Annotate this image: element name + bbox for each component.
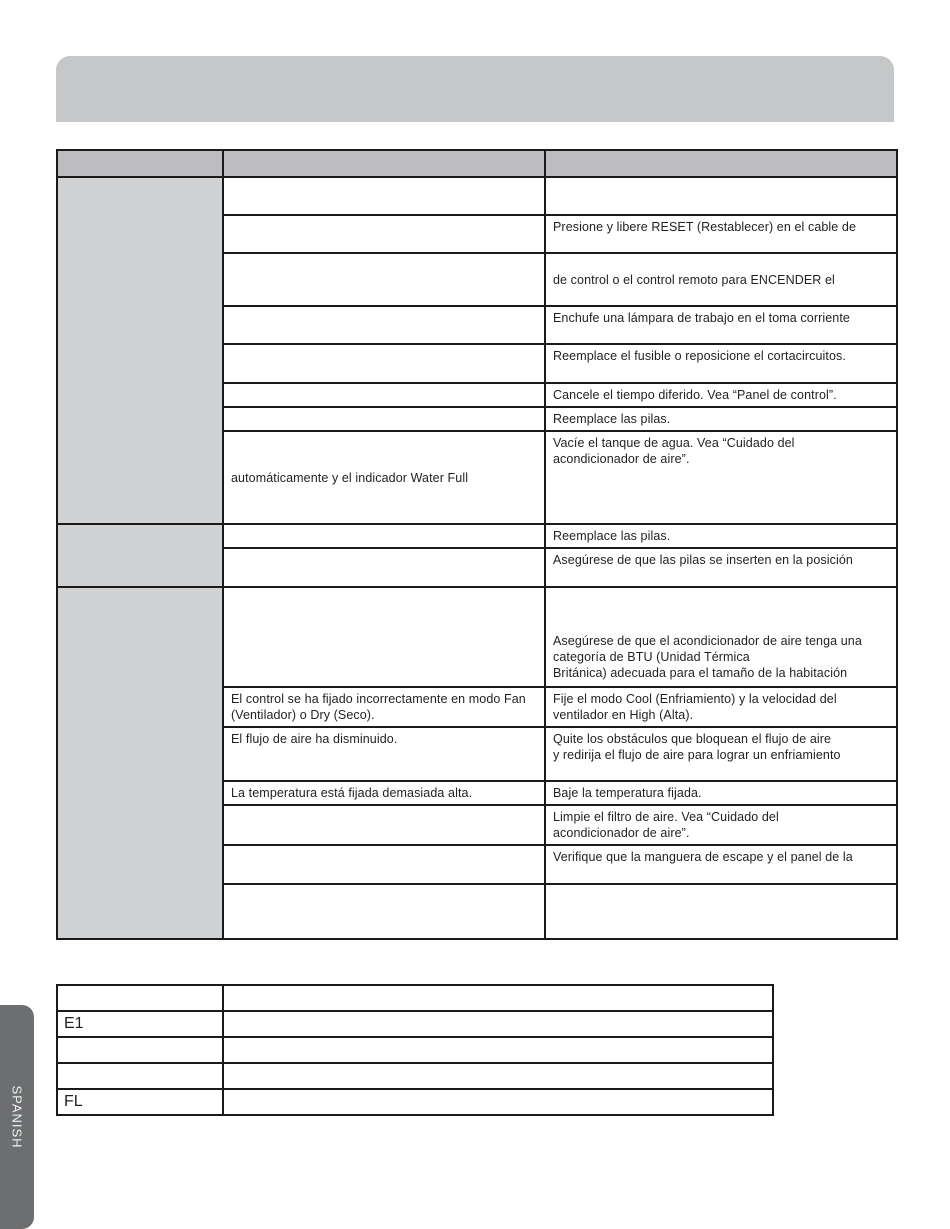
cause-cell [223,884,545,939]
solution-text-line: acondicionador de aire”. [553,452,690,466]
error-code-cell [57,1037,223,1063]
table-row [57,177,897,215]
solution-text-line: acondicionador de aire”. [553,826,690,840]
table-header-row [57,150,897,177]
solution-text-line: Baje la temperatura fijada. [553,786,702,800]
column-header-cause [223,150,545,177]
cause-cell [223,407,545,431]
cause-cell [223,306,545,344]
solution-text-line: Enchufe una lámpara de trabajo en el toma corriente [553,311,850,325]
solution-cell [545,727,897,781]
language-tab-label: SPANISH [9,1085,25,1149]
error-description-cell [223,1063,773,1089]
column-header-problem [57,150,223,177]
cause-cell [223,253,545,306]
solution-text-line: Verifique que la manguera de escape y el panel de la [553,850,853,864]
error-codes-table [56,984,774,1116]
solution-text-line: Asegúrese de que las pilas se inserten en la posición [553,553,853,567]
cause-cell [223,177,545,215]
cause-cell: automáticamente y el indicador Water Full [223,431,545,524]
solution-text-line: Reemplace las pilas. [553,529,671,543]
section-title-bar [56,56,894,122]
solution-cell [545,805,897,845]
cause-cell [223,383,545,407]
cause-cell [223,587,545,687]
solution-text-line: Vacíe el tanque de agua. Vea “Cuidado del [553,436,795,450]
solution-text-line: de control o el control remoto para ENCENDER el [553,272,835,287]
problem-cell [57,177,223,524]
solution-cell [545,177,897,215]
cause-cell: La temperatura está fijada demasiada alta. [223,781,545,805]
solution-cell [545,407,897,431]
solution-cell [545,431,897,524]
table-row [57,1011,773,1037]
table-row [57,985,773,1011]
table-row [57,1037,773,1063]
cause-cell [223,845,545,884]
solution-text-line: Limpie el filtro de aire. Vea “Cuidado del [553,810,779,824]
error-code-cell: E1 [57,1011,223,1037]
cause-cell: El control se ha fijado incorrectamente en modo Fan (Ventilador) o Dry (Seco). [223,687,545,727]
troubleshooting-table [56,149,898,940]
error-description-cell [223,1037,773,1063]
cause-cell [223,524,545,548]
solution-text-line: Presione y libere RESET (Restablecer) en el cable de [553,220,857,234]
error-description-cell [223,985,773,1011]
solution-cell [545,548,897,587]
table-row [57,524,897,548]
solution-text-line: Fije el modo Cool (Enfriamiento) y la velocidad del [553,692,837,706]
table-row [57,587,897,687]
language-tab [0,1005,34,1229]
solution-cell [545,215,897,253]
solution-cell [545,687,897,727]
solution-text-line: Británica) adecuada para el tamaño de la habitación [553,666,848,680]
solution-text-line: Asegúrese de que el acondicionador de aire tenga una [553,634,862,648]
table-row [57,1063,773,1089]
solution-cell [545,306,897,344]
table-row [57,1089,773,1115]
cause-cell [223,805,545,845]
solution-cell [545,383,897,407]
error-description-cell [223,1089,773,1115]
cause-cell [223,215,545,253]
error-description-cell [223,1011,773,1037]
solution-text-line: Reemplace el fusible o reposicione el cortacircuitos. [553,349,846,363]
solution-cell [545,253,897,306]
error-code-cell [57,985,223,1011]
solution-cell [545,781,897,805]
solution-cell [545,587,897,687]
solution-text-line: Quite los obstáculos que bloquean el flujo de aire [553,732,832,746]
solution-text-line: y redirija el flujo de aire para lograr un enfriamiento [553,748,841,762]
problem-cell [57,524,223,587]
solution-text-line: categoría de BTU (Unidad Térmica [553,650,750,664]
column-header-solution [545,150,897,177]
solution-text-line: ventilador en High (Alta). [553,708,694,722]
cause-cell [223,548,545,587]
solution-cell [545,845,897,884]
solution-cell [545,884,897,939]
solution-cell [545,344,897,383]
cause-cell: El flujo de aire ha disminuido. [223,727,545,781]
problem-cell [57,587,223,939]
error-code-cell [57,1063,223,1089]
solution-text-line: Cancele el tiempo diferido. Vea “Panel de control”. [553,388,837,402]
error-code-cell: FL [57,1089,223,1115]
cause-cell [223,344,545,383]
solution-cell [545,524,897,548]
solution-text-line: Reemplace las pilas. [553,412,671,426]
